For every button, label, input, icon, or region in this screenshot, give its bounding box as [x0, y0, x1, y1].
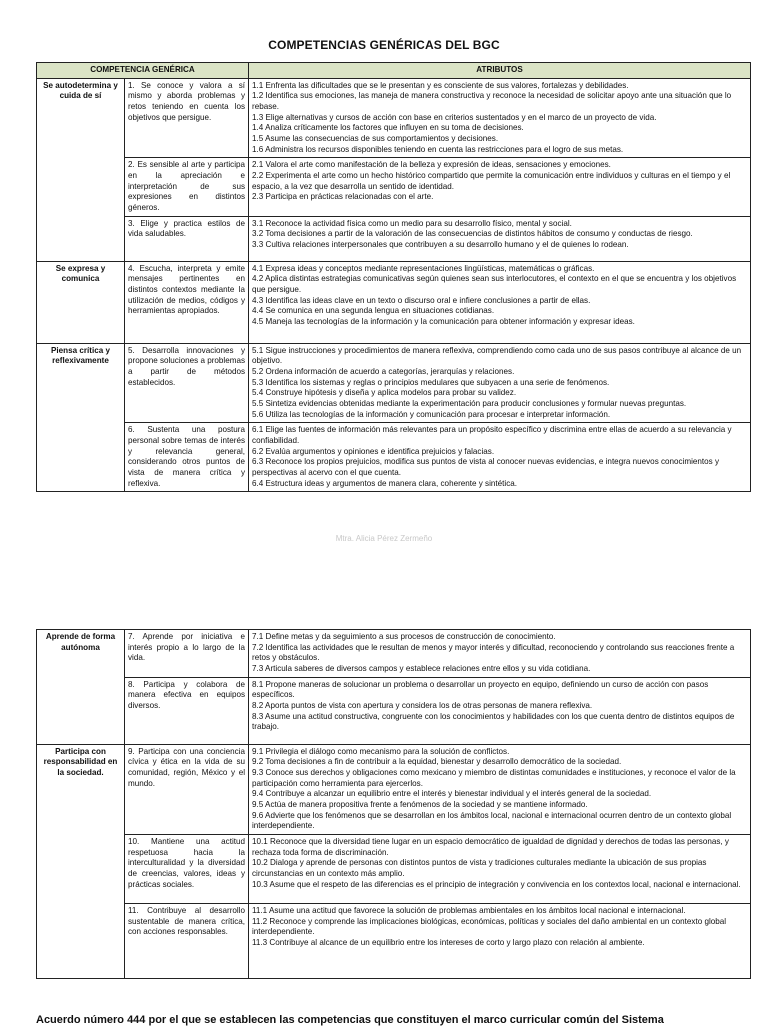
atributo-item: 8.2 Aporta puntos de vista con apertura y considera los de otras personas de manera reflexiva. — [252, 701, 593, 711]
competencia-cell: Piensa crítica y reflexivamente — [37, 343, 125, 492]
atributos-cell — [249, 261, 751, 343]
atributos-cell — [249, 904, 751, 979]
competencia-cell: Aprende de forma autónoma — [37, 630, 125, 745]
atributos-cell — [249, 630, 751, 678]
table-row — [37, 744, 751, 834]
sub-competencia-cell: 9. Participa con una conciencia cívica y ética en la vida de su comunidad, región, México y el mundo. — [125, 744, 249, 834]
atributo-item: 5.6 Utiliza las tecnologías de la información y comunicación para procesar e interpretar información. — [252, 409, 611, 419]
atributo-item: 3.3 Cultiva relaciones interpersonales que contribuyen a su desarrollo humano y el de quienes lo rodean. — [252, 240, 629, 250]
atributo-item: 8.1 Propone maneras de solucionar un problema o desarrollar un proyecto en equipo, definiendo un curso de acción con pasos específicos. — [252, 679, 709, 700]
atributo-item: 9.6 Advierte que los fenómenos que se desarrollan en los ámbitos local, nacional e internacional ocurren dentro de un contexto global interdependiente. — [252, 810, 732, 831]
atributo-item: 4.3 Identifica las ideas clave en un texto o discurso oral e infiere conclusiones a partir de ellas. — [252, 295, 591, 305]
atributo-item: 3.1 Reconoce la actividad física como un medio para su desarrollo físico, mental y social. — [252, 218, 572, 228]
atributo-item: 1.2 Identifica sus emociones, las maneja de manera constructiva y reconoce la necesidad de solicitar apoyo ante una situación que lo rebase. — [252, 91, 732, 112]
atributo-item: 5.1 Sigue instrucciones y procedimientos de manera reflexiva, comprendiendo como cada uno de sus pasos contribuye al alcance de un objetivo. — [252, 345, 742, 366]
table-row — [37, 343, 751, 423]
sub-competencia-cell: 2. Es sensible al arte y participa en la apreciación e interpretación de sus expresiones en distintos géneros. — [125, 158, 249, 216]
table-row — [37, 677, 751, 744]
atributo-item: 2.3 Participa en prácticas relacionadas con el arte. — [252, 192, 434, 202]
atributo-item: 9.1 Privilegia el diálogo como mecanismo para la solución de conflictos. — [252, 746, 510, 756]
atributo-item: 11.3 Contribuye al alcance de un equilibrio entre los intereses de corto y largo plazo con relación al ambiente. — [252, 938, 645, 948]
atributo-item: 1.5 Asume las consecuencias de sus comportamientos y decisiones. — [252, 134, 499, 144]
atributos-cell — [249, 677, 751, 744]
source-reference-text: Acuerdo número 444 por el que se establecen las competencias que constituyen el marco curricular común del Sistema — [36, 1014, 664, 1026]
header-competencia: COMPETENCIA GENÉRICA — [37, 63, 249, 79]
atributo-item: 11.1 Asume una actitud que favorece la solución de problemas ambientales en los ámbitos local nacional e internacional. — [252, 906, 686, 916]
table-row — [37, 216, 751, 261]
document-title: COMPETENCIAS GENÉRICAS DEL BGC — [268, 38, 500, 52]
atributos-cell — [249, 78, 751, 158]
atributo-item: 5.3 Identifica los sistemas y reglas o principios medulares que subyacen a una serie de fenómenos. — [252, 377, 610, 387]
atributo-item: 6.3 Reconoce los propios prejuicios, modifica sus puntos de vista al conocer nuevas evidencias, e integra nuevos conocimientos y perspectivas al acervo con el que cuenta. — [252, 457, 720, 478]
atributo-item: 7.1 Define metas y da seguimiento a sus procesos de construcción de conocimiento. — [252, 632, 556, 641]
sub-competencia-cell: 3. Elige y practica estilos de vida saludables. — [125, 216, 249, 261]
atributo-item: 9.5 Actúa de manera propositiva frente a fenómenos de la sociedad y se mantiene informado. — [252, 800, 588, 810]
atributo-item: 9.4 Contribuye a alcanzar un equilibrio entre el interés y bienestar individual y el interés general de la sociedad. — [252, 789, 652, 799]
table-row — [37, 423, 751, 492]
atributo-item: 3.2 Toma decisiones a partir de la valoración de las consecuencias de distintos hábitos de consumo y conductas de riesgo. — [252, 229, 693, 239]
atributo-item: 7.2 Identifica las actividades que le resultan de menos y mayor interés y dificultad, reconociendo y controlando sus reacciones frente a retos y obstáculos. — [252, 642, 735, 663]
table-row — [37, 261, 751, 343]
atributos-cell — [249, 423, 751, 492]
atributos-cell — [249, 343, 751, 423]
sub-competencia-cell: 1. Se conoce y valora a sí mismo y aborda problemas y retos teniendo en cuenta los objetivos que persigue. — [125, 78, 249, 158]
sub-competencia-cell: 6. Sustenta una postura personal sobre temas de interés y relevancia general, considerando otros puntos de vista de manera crítica y reflexiva. — [125, 423, 249, 492]
atributos-cell — [249, 835, 751, 904]
competencia-cell: Se autodetermina y cuida de sí — [37, 78, 125, 261]
sub-competencia-cell: 11. Contribuye al desarrollo sustentable de manera crítica, con acciones responsables. — [125, 904, 249, 979]
atributo-item: 4.4 Se comunica en una segunda lengua en situaciones cotidianas. — [252, 306, 495, 316]
table-row — [37, 630, 751, 678]
atributo-item: 5.5 Sintetiza evidencias obtenidas mediante la experimentación para producir conclusiones y formular nuevas preguntas. — [252, 399, 687, 409]
table-row — [37, 835, 751, 904]
atributo-item: 4.5 Maneja las tecnologías de la información y la comunicación para obtener información y expresar ideas. — [252, 317, 635, 327]
sub-competencia-cell: 10. Mantiene una actitud respetuosa hacia la interculturalidad y la diversidad de creencias, valores, ideas y prácticas sociales. — [125, 835, 249, 904]
atributo-item: 9.2 Toma decisiones a fin de contribuir a la equidad, bienestar y desarrollo democrático de la sociedad. — [252, 757, 622, 767]
atributo-item: 9.3 Conoce sus derechos y obligaciones como mexicano y miembro de distintas comunidades e instituciones, y reconoce el valor de la participación como herramienta para ejercerlos. — [252, 768, 736, 788]
atributo-item: 1.1 Enfrenta las dificultades que se le presentan y es consciente de sus valores, fortalezas y debilidades. — [252, 80, 629, 90]
atributo-item: 6.2 Evalúa argumentos y opiniones e identifica prejuicios y falacias. — [252, 446, 495, 456]
atributo-item: 10.1 Reconoce que la diversidad tiene lugar en un espacio democrático de igualdad de dignidad y derechos de todas las personas, y rechaza toda forma de discriminación. — [252, 837, 729, 857]
atributo-item: 6.4 Estructura ideas y argumentos de manera clara, coherente y sintética. — [252, 478, 517, 488]
atributos-cell — [249, 216, 751, 261]
sub-competencia-cell: 7. Aprende por iniciativa e interés propio a lo largo de la vida. — [125, 630, 249, 678]
table-row — [37, 158, 751, 216]
competencias-table-1 — [36, 62, 751, 492]
header-atributos: ATRIBUTOS — [249, 63, 751, 79]
atributo-item: 5.4 Construye hipótesis y diseña y aplica modelos para probar su validez. — [252, 388, 517, 398]
atributo-item: 2.2 Experimenta el arte como un hecho histórico compartido que permite la comunicación entre individuos y culturas en el tiempo y el espacio, a la vez que desarrolla un sentido de identidad. — [252, 171, 731, 191]
competencias-table-2 — [36, 629, 751, 979]
atributo-item: 1.6 Administra los recursos disponibles teniendo en cuenta las restricciones para el logro de sus metas. — [252, 144, 624, 154]
author-footer: Mtra. Alicia Pérez Zermeño — [335, 534, 433, 543]
atributo-item: 2.1 Valora el arte como manifestación de la belleza y expresión de ideas, sensaciones y emociones. — [252, 160, 611, 170]
table-row — [37, 78, 751, 158]
atributo-item: 11.2 Reconoce y comprende las implicaciones biológicas, económicas, políticas y sociales del daño ambiental en un contexto global interdependiente. — [252, 916, 727, 937]
atributo-item: 6.1 Elige las fuentes de información más relevantes para un propósito específico y discrimina entre ellas de acuerdo a su relevancia y confiabilidad. — [252, 425, 732, 446]
atributo-item: 7.3 Articula saberes de diversos campos y establece relaciones entre ellos y su vida cotidiana. — [252, 664, 591, 674]
atributo-item: 8.3 Asume una actitud constructiva, congruente con los conocimientos y habilidades con los que cuenta dentro de distintos equipos de trabajo. — [252, 711, 735, 732]
atributo-item: 1.3 Elige alternativas y cursos de acción con base en criterios sustentados y en el marco de un proyecto de vida. — [252, 112, 657, 122]
atributo-item: 1.4 Analiza críticamente los factores que influyen en su toma de decisiones. — [252, 123, 524, 133]
competencia-cell: Se expresa y comunica — [37, 261, 125, 343]
atributos-cell — [249, 158, 751, 216]
atributo-item: 4.2 Aplica distintas estrategias comunicativas según quienes sean sus interlocutores, el contexto en el que se encuentra y los objetivos que persigue. — [252, 274, 737, 295]
table-header-row — [37, 63, 751, 79]
atributos-cell — [249, 744, 751, 834]
atributo-item: 10.3 Asume que el respeto de las diferencias es el principio de integración y convivencia en los contextos local, nacional e internacional. — [252, 879, 741, 889]
atributo-item: 4.1 Expresa ideas y conceptos mediante representaciones lingüísticas, matemáticas o gráficas. — [252, 263, 595, 273]
table-row — [37, 904, 751, 979]
sub-competencia-cell: 8. Participa y colabora de manera efectiva en equipos diversos. — [125, 677, 249, 744]
sub-competencia-cell: 5. Desarrolla innovaciones y propone soluciones a problemas a partir de métodos establecidos. — [125, 343, 249, 423]
atributo-item: 5.2 Ordena información de acuerdo a categorías, jerarquías y relaciones. — [252, 367, 515, 377]
atributo-item: 10.2 Dialoga y aprende de personas con distintos puntos de vista y tradiciones culturales mediante la ubicación de sus propias circunstancias en un contexto más amplio. — [252, 858, 707, 879]
sub-competencia-cell: 4. Escucha, interpreta y emite mensajes pertinentes en distintos contextos mediante la utilización de medios, códigos y herramientas apropiados. — [125, 261, 249, 343]
competencia-cell: Participa con responsabilidad en la sociedad. — [37, 744, 125, 978]
